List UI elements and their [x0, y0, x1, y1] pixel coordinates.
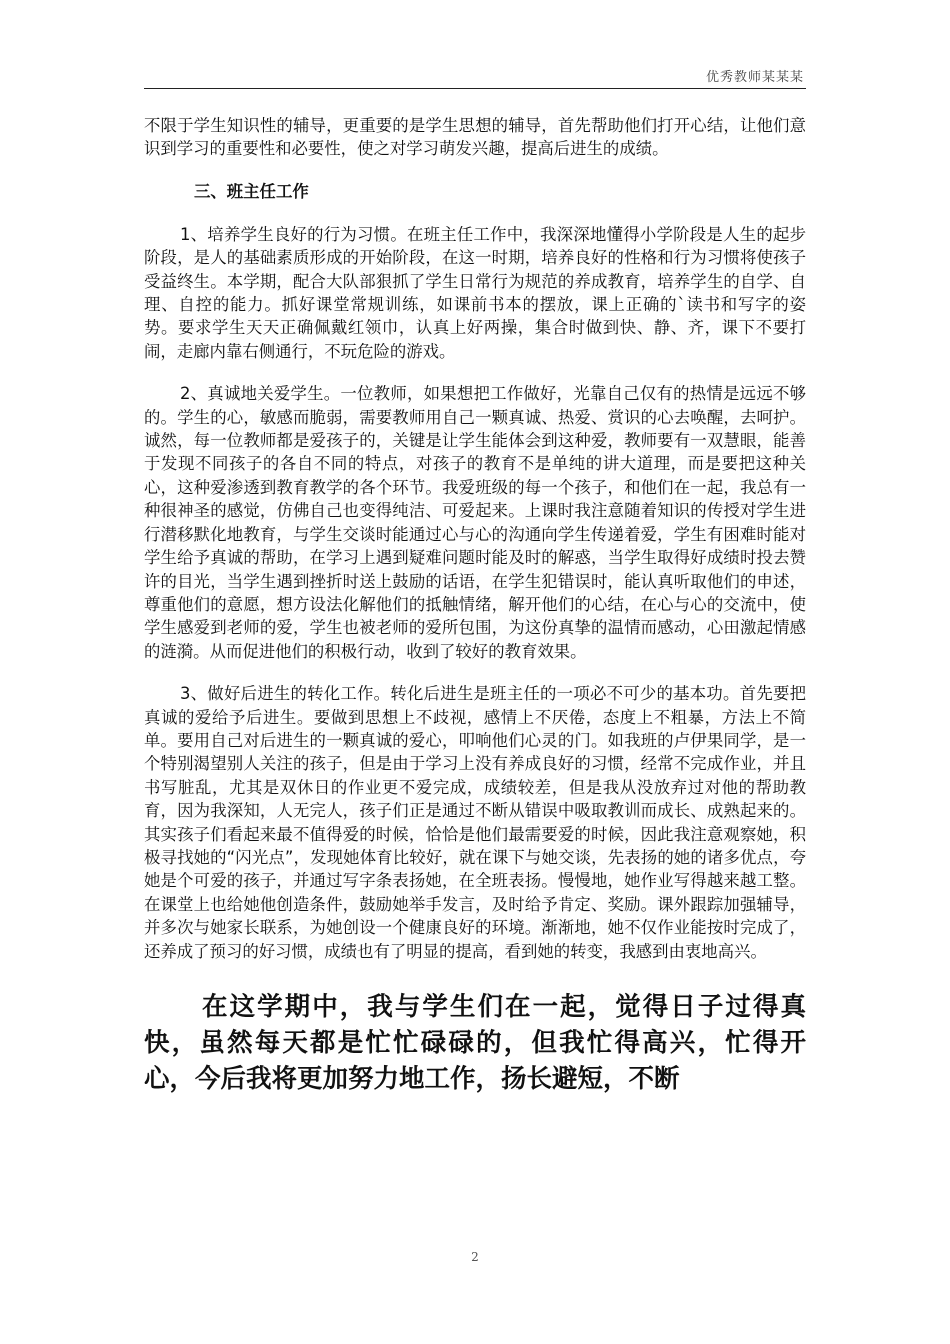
paragraph-underachievers: 3、做好后进生的转化工作。转化后进生是班主任的一项必不可少的基本功。首先要把真诚的爱给予后进生。要做到思想上不歧视，感情上不厌倦，态度上不粗暴，方法上不简单。要用自己对后进生的一颗真诚的爱心，叩响他们心灵的门。如我班的卢伊果同学，是一个特别渴望别人关注的孩子，但是由于学习上没有养成良好的习惯，经常不完成作业，并且书写脏乱，尤其是双休日的作业更不爱完成，成绩较差，但是我从没放弃过对他的帮助教育，因为我深知，人无完人，孩子们正是通过不断从错误中吸取教训而成长、成熟起来的。其实孩子们看起来最不值得爱的时候，恰恰是他们最需要爱的时候，因此我注意观察她，积极寻找她的“闪光点”，发现她体育比较好，就在课下与她交谈，先表扬的她的诸多优点，夸她是个可爱的孩子，并通过写字条表扬她，在全班表扬。慢慢地，她作业写得越来越工整。在课堂上也给她他创造条件，鼓励她举手发言，及时给予肯定、奖励。课外跟踪加强辅导，并多次与她家长联系，为她创设一个健康良好的环境。渐渐地，她不仅作业能按时完成了，还养成了预习的好习惯，成绩也有了明显的提高，看到她的转变，我感到由衷地高兴。	[144, 684, 806, 961]
spacer	[144, 204, 806, 223]
page-number: 2	[471, 1250, 479, 1264]
spacer	[144, 663, 806, 682]
section-heading: 三、班主任工作	[194, 181, 309, 201]
paragraph-care: 2、真诚地关爱学生。一位教师，如果想把工作做好，光靠自己仅有的热情是远远不够的。学生的心，敏感而脆弱，需要教师用自己一颗真诚、热爱、赏识的心去唤醒，去呵护。诚然，每一位教师都是爱孩子的，关键是让学生能体会到这种爱，教师要有一双慧眼，能善于发现不同孩子的各自不同的特点，对孩子的教育不是单纯的讲大道理，而是要把这种关心，这种爱渗透到教育教学的各个环节。我爱班级的每一个孩子，和他们在一起，我总有一种很神圣的感觉，仿佛自己也变得纯洁、可爱起来。上课时我注意随着知识的传授对学生进行潜移默化地教育，与学生交谈时能通过心与心的沟通向学生传递着爱，学生有困难时能对学生给予真诚的帮助，在学习上遇到疑难问题时能及时的解惑，当学生取得好成绩时投去赞许的目光，当学生遇到挫折时送上鼓励的话语，在学生犯错误时，能认真听取他们的申述，尊重他们的意愿，想方设法化解他们的抵触情绪，解开他们的心结，在心与心的交流中，使学生感爱到老师的爱，学生也被老师的爱所包围，为这份真挚的温情而感动，心田激起情感的涟漪。从而促进他们的积极行动，收到了较好的教育效果。	[144, 384, 806, 661]
page-content	[144, 114, 806, 1097]
closing-paragraph: 在这学期中，我与学生们在一起，觉得日子过得真快，虽然每天都是忙忙碌碌的，但我忙得高兴，忙得开心，今后我将更加努力地工作，扬长避短，不断	[144, 992, 806, 1094]
paragraph-habits: 1、培养学生良好的行为习惯。在班主任工作中，我深深地懂得小学阶段是人生的起步阶段，是人的基础素质形成的开始阶段，在这一时期，培养良好的性格和行为习惯将使孩子受益终生。本学期，配合大队部狠抓了学生日常行为规范的养成教育，培养学生的自学、自理、自控的能力。抓好课堂常规训练，如课前书本的摆放，课上正确的`读书和写字的姿势。要求学生天天正确佩戴红领巾，认真上好两操，集合时做到快、静、齐，课下不要打闹，走廊内靠右侧通行，不玩危险的游戏。	[144, 224, 806, 361]
spacer	[144, 161, 806, 180]
header-author: 优秀教师某某某	[705, 70, 804, 85]
intro-paragraph: 不限于学生知识性的辅导，更重要的是学生思想的辅导，首先帮助他们打开心结，让他们意识到学习的重要性和必要性，使之对学习萌发兴趣，提高后进生的成绩。	[144, 116, 806, 159]
spacer	[144, 963, 806, 989]
header-divider	[144, 88, 806, 89]
spacer	[144, 363, 806, 382]
